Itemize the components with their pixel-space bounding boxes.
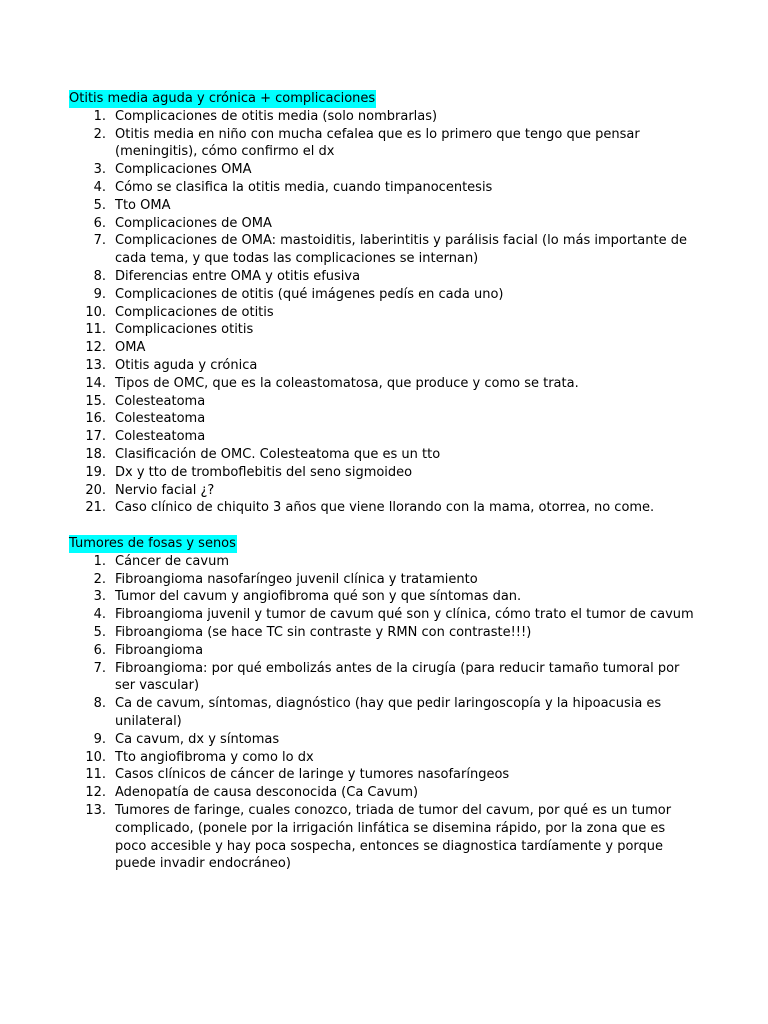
list-item-text: Tto angiofibroma y como lo dx [115, 749, 314, 765]
section-tumores [69, 532, 709, 873]
list-item-text: Cáncer de cavum [115, 553, 229, 569]
list-item-text: Complicaciones de otitis [115, 304, 274, 320]
section-otitis [69, 87, 709, 517]
list-item-text: Adenopatía de causa desconocida (Ca Cavum) [115, 785, 419, 801]
list-item [69, 464, 695, 482]
list-item [69, 321, 695, 339]
list-item-number: 2. [93, 126, 106, 142]
list-item-number: 18. [85, 446, 106, 462]
list-item-text: Complicaciones otitis [115, 322, 254, 338]
list-item [69, 304, 695, 322]
list-item [69, 606, 695, 624]
list-item [69, 642, 695, 660]
list-item-number: 8. [93, 268, 106, 284]
list-item-number: 13. [85, 357, 106, 373]
list-item-number: 1. [93, 553, 106, 569]
list-item [69, 179, 695, 197]
section-heading-tumores: Tumores de fosas y senos [69, 536, 236, 551]
list-item [69, 428, 695, 446]
list-item-text: Fibroangioma nasofaríngeo juvenil clínica y tratamiento [115, 571, 478, 587]
list-item [69, 161, 695, 179]
list-item [69, 660, 695, 696]
list-item-number: 11. [85, 767, 106, 783]
section-heading-otitis: Otitis media aguda y crónica + complicaciones [69, 91, 376, 106]
list-item-text: Fibroangioma juvenil y tumor de cavum qué son y clínica, cómo trato el tumor de cavum [115, 607, 694, 623]
list-item [69, 232, 695, 268]
list-item [69, 268, 695, 286]
list-item-text: Colesteatoma [115, 429, 206, 445]
list-item [69, 482, 695, 500]
list-item-number: 5. [93, 197, 106, 213]
list-item-text: Complicaciones de OMA: mastoiditis, laberintitis y parálisis facial (lo más importante de cada tema, y que todas las complicaciones se internan) [115, 233, 687, 267]
list-item-text: Colesteatoma [115, 393, 206, 409]
list-item-text: Dx y tto de tromboflebitis del seno sigmoideo [115, 464, 413, 480]
list-item-number: 3. [93, 589, 106, 605]
list-item-number: 9. [93, 731, 106, 747]
list-item [69, 357, 695, 375]
list-item-text: Diferencias entre OMA y otitis efusiva [115, 268, 361, 284]
list-item [69, 695, 695, 731]
list-item-text: Tumor del cavum y angiofibroma qué son y que síntomas dan. [115, 589, 522, 605]
list-item-number: 6. [93, 642, 106, 658]
list-item-text: Nervio facial ¿? [115, 482, 215, 498]
list-item [69, 499, 695, 517]
list-item [69, 393, 695, 411]
list-item-text: Fibroangioma (se hace TC sin contraste y RMN con contraste!!!) [115, 624, 532, 640]
list-item-number: 10. [85, 749, 106, 765]
list-item-text: Tumores de faringe, cuales conozco, triada de tumor del cavum, por qué es un tumor complicado, (ponele por la irrigación linfática se disemina rápido, por la zona que es poco accesible y hay poca sospecha, entonces se diagnostica tardíamente y porque puede invadir endocráneo) [115, 802, 672, 872]
list-item [69, 375, 695, 393]
list-item-number: 16. [85, 411, 106, 427]
list-item-number: 7. [93, 660, 106, 676]
list-item-number: 1. [93, 108, 106, 124]
list-item-text: Otitis aguda y crónica [115, 357, 258, 373]
list-item [69, 446, 695, 464]
list-item-number: 5. [93, 624, 106, 640]
list-item-number: 13. [85, 802, 106, 818]
list-item-number: 12. [85, 340, 106, 356]
list-item-text: Complicaciones de otitis (qué imágenes pedís en cada uno) [115, 286, 504, 302]
list-item [69, 802, 695, 873]
list-item-text: Otitis media en niño con mucha cefalea que es lo primero que tengo que pensar (meningitis), cómo confirmo el dx [115, 126, 640, 160]
list-item-number: 11. [85, 322, 106, 338]
list-item [69, 731, 695, 749]
list-item-text: Caso clínico de chiquito 3 años que viene llorando con la mama, otorrea, no come. [115, 500, 655, 516]
list-item-text: Ca de cavum, síntomas, diagnóstico (hay que pedir laringoscopía y la hipoacusia es unilateral) [115, 696, 662, 729]
list-item-text: Complicaciones OMA [115, 162, 252, 178]
list-item-number: 17. [85, 429, 106, 445]
list-item-number: 10. [85, 304, 106, 320]
list-item [69, 553, 695, 571]
list-item-number: 3. [93, 162, 106, 178]
list-item-number: 14. [85, 375, 106, 391]
list-item-number: 12. [85, 785, 106, 801]
list-item [69, 784, 695, 802]
list-item [69, 571, 695, 589]
list-item-text: Cómo se clasifica la otitis media, cuando timpanocentesis [115, 179, 493, 195]
list-item [69, 624, 695, 642]
list-item [69, 749, 695, 767]
list-item-text: Fibroangioma [115, 642, 204, 658]
list-item-number: 21. [85, 500, 106, 516]
list-item [69, 410, 695, 428]
list-item-text: Colesteatoma [115, 411, 206, 427]
list-item [69, 588, 695, 606]
list-item-text: Clasificación de OMC. Colesteatoma que es un tto [115, 446, 441, 462]
list-item-number: 19. [85, 464, 106, 480]
list-item-text: Fibroangioma: por qué embolizás antes de la cirugía (para reducir tamaño tumoral por ser vascular) [115, 660, 680, 694]
list-item [69, 339, 695, 357]
numbered-list-otitis [69, 108, 709, 517]
list-item-text: Complicaciones de OMA [115, 215, 272, 231]
list-item-number: 8. [93, 696, 106, 712]
list-item-number: 4. [93, 607, 106, 623]
list-item-text: OMA [115, 340, 146, 356]
list-item [69, 108, 695, 126]
list-item-text: Tto OMA [115, 197, 171, 213]
list-item-number: 4. [93, 179, 106, 195]
list-item-number: 15. [85, 393, 106, 409]
list-item-text: Casos clínicos de cáncer de laringe y tumores nasofaríngeos [115, 767, 510, 783]
list-item-number: 20. [85, 482, 106, 498]
list-item-text: Tipos de OMC, que es la coleastomatosa, que produce y como se trata. [115, 375, 579, 391]
list-item [69, 215, 695, 233]
list-item [69, 286, 695, 304]
numbered-list-tumores [69, 553, 709, 873]
list-item-text: Complicaciones de otitis media (solo nombrarlas) [115, 108, 438, 124]
list-item-number: 6. [93, 215, 106, 231]
list-item [69, 766, 695, 784]
list-item-number: 2. [93, 571, 106, 587]
list-item-text: Ca cavum, dx y síntomas [115, 731, 280, 747]
list-item [69, 126, 695, 162]
list-item-number: 7. [93, 233, 106, 249]
list-item [69, 197, 695, 215]
list-item-number: 9. [93, 286, 106, 302]
